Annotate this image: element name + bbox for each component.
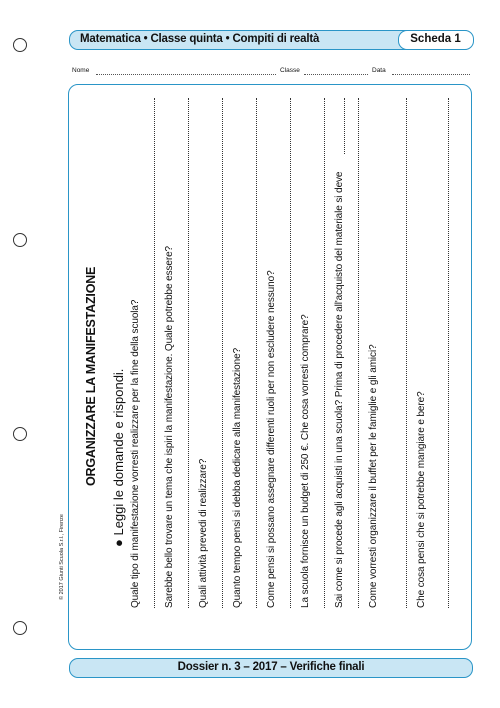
classe-label: Classe [280,67,300,74]
question-1: Quale tipo di manifestazione vorresti realizzare per la fine della scuola? [130,299,141,608]
nome-label: Nome [72,67,90,74]
answer-line-9[interactable] [448,98,449,608]
answer-line-8[interactable] [406,98,407,608]
question-9: Che cosa pensi che si potrebbe mangiare e bere? [416,391,427,608]
binder-hole-upper-middle [13,233,27,247]
student-info-row [72,67,470,79]
question-5: Come pensi si possano assegnare differenti ruoli per non escludere nessuno? [266,270,277,608]
question-2: Sarebbe bello trovare un tema che ispiri la manifestazione. Quale potrebbe essere? [164,245,175,608]
header-title: Matematica • Classe quinta • Compiti di realtà [80,33,320,45]
instruction-label: Leggi le domande e rispondi. [111,368,126,536]
answer-line-6[interactable] [324,98,325,608]
question-3: Quali attività prevedi di realizzare? [198,458,209,608]
question-7: Sai come si procede agli acquisti in una scuola? Prima di procedere all'acquisto del materiale si deve [334,171,345,608]
data-field[interactable] [392,74,470,75]
binder-hole-bottom [13,621,27,635]
answer-line-3[interactable] [222,98,223,608]
bullet-icon: ● [111,535,126,547]
data-label: Data [372,67,386,74]
footer-bar: Dossier n. 3 – 2017 – Verifiche finali [69,658,473,678]
nome-field[interactable] [96,74,276,75]
answer-line-5[interactable] [290,98,291,608]
answer-line-4[interactable] [256,98,257,608]
answer-line-1[interactable] [154,98,155,608]
question-4: Quanto tempo pensi si debba dedicare alla manifestazione? [232,347,243,608]
header-bar [69,30,473,50]
classe-field[interactable] [304,74,368,75]
binder-hole-top [13,38,27,52]
worksheet-title: ORGANIZZARE LA MANIFESTAZIONE [84,266,98,486]
binder-hole-lower-middle [13,427,27,441]
answer-line-2[interactable] [188,98,189,608]
copyright-text: © 2017 Giunti Scuola S.r.l., Firenze [59,514,65,600]
scheda-label: Scheda 1 [398,30,474,50]
question-6: La scuola fornisce un budget di 250 €. Che cosa vorresti comprare? [300,314,311,608]
instruction-text [111,369,126,547]
answer-line-7a[interactable] [344,98,345,154]
question-8: Come vorresti organizzare il buffet per le famiglie e gli amici? [368,344,379,608]
answer-line-7b[interactable] [358,98,359,608]
